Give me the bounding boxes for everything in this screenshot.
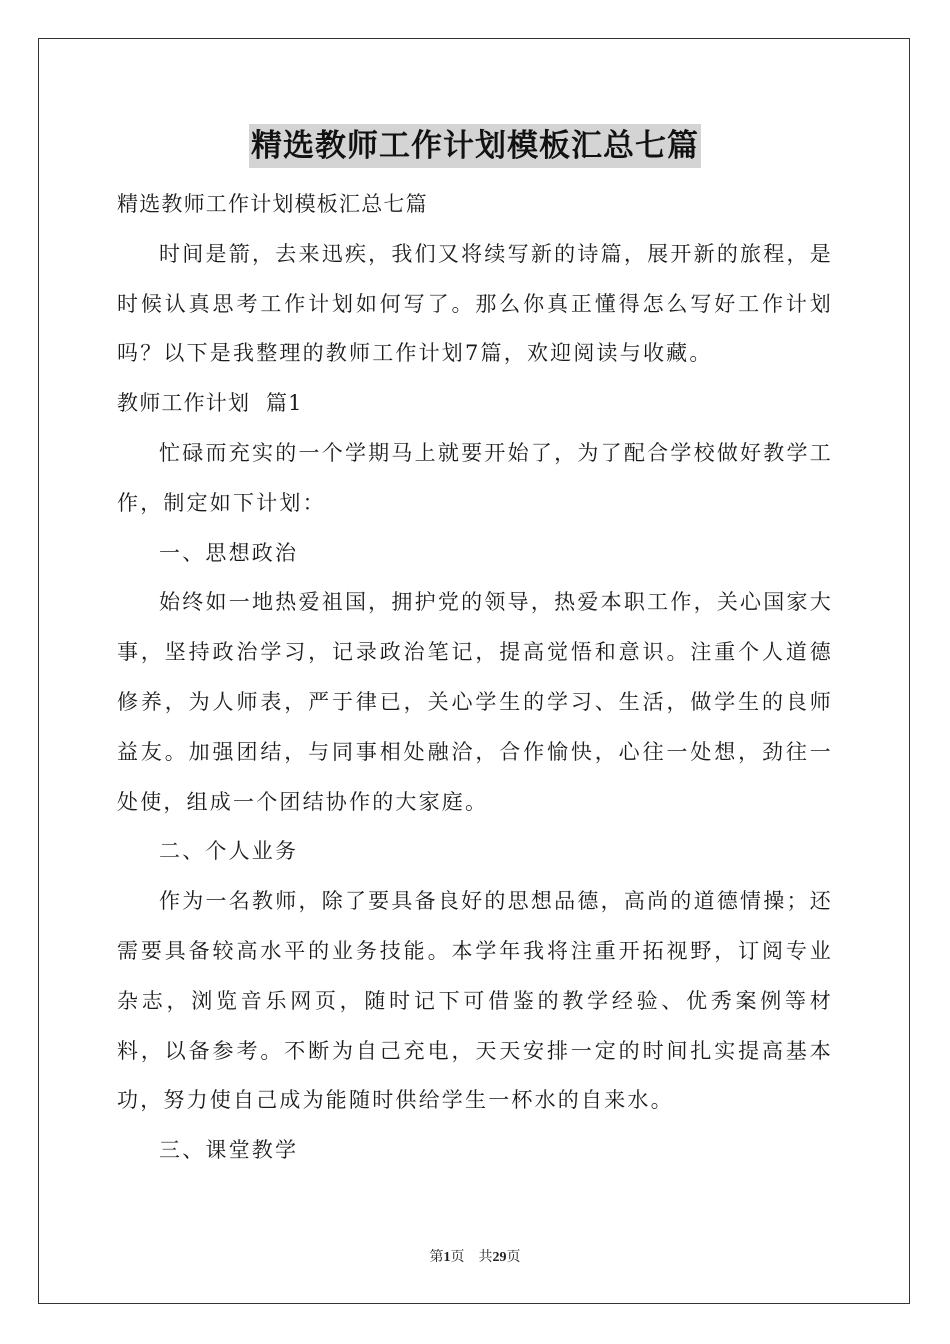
personal-business-paragraph: 作为一名教师，除了要具备良好的思想品德，高尚的道德情操；还需要具备较高水平的业务技能。本学年我将注重开拓视野，订阅专业杂志，浏览音乐网页，随时记下可借鉴的教学经验、优秀案例等材料，以备参考。不断为自己充电，天天安排一定的时间扎实提高基本功，努力使自己成为能随时供给学生一杯水的自来水。 xyxy=(117,889,833,1113)
section-heading-plan-1: 教师工作计划 篇1 xyxy=(117,391,303,416)
page-number-prefix: 第 xyxy=(429,1250,444,1265)
page-footer xyxy=(0,1246,950,1266)
subtitle-line: 精选教师工作计划模板汇总七篇 xyxy=(117,192,428,216)
document-title: 精选教师工作计划模板汇总七篇 xyxy=(249,124,701,168)
ideology-paragraph: 始终如一地热爱祖国，拥护党的领导，热爱本职工作，关心国家大事，坚持政治学习，记录政治笔记，提高觉悟和意识。注重个人道德修养，为人师表，严于律已，关心学生的学习、生活，做学生的良师益友。加强团结，与同事相处融洽，合作愉快，心往一处想，劲往一处使，组成一个团结协作的大家庭。 xyxy=(117,590,833,814)
page-number-suffix: 页 xyxy=(450,1250,465,1265)
heading-classroom-teaching: 三、课堂教学 xyxy=(159,1138,299,1163)
page-total-prefix: 共 xyxy=(478,1250,493,1265)
page-total-count: 29 xyxy=(492,1250,507,1265)
title-container xyxy=(0,124,950,168)
plan-intro-paragraph: 忙碌而充实的一个学期马上就要开始了，为了配合学校做好教学工作，制定如下计划： xyxy=(117,440,833,515)
document-body xyxy=(117,180,833,1176)
heading-ideology: 一、思想政治 xyxy=(159,540,299,565)
heading-personal-business: 二、个人业务 xyxy=(159,839,299,864)
page-number-current: 1 xyxy=(443,1250,451,1265)
intro-paragraph: 时间是箭，去来迅疾，我们又将续写新的诗篇，展开新的旅程，是时候认真思考工作计划如何写了。那么你真正懂得怎么写好工作计划吗？以下是我整理的教师工作计划7篇，欢迎阅读与收藏。 xyxy=(117,241,833,366)
page-total-suffix: 页 xyxy=(506,1250,521,1265)
